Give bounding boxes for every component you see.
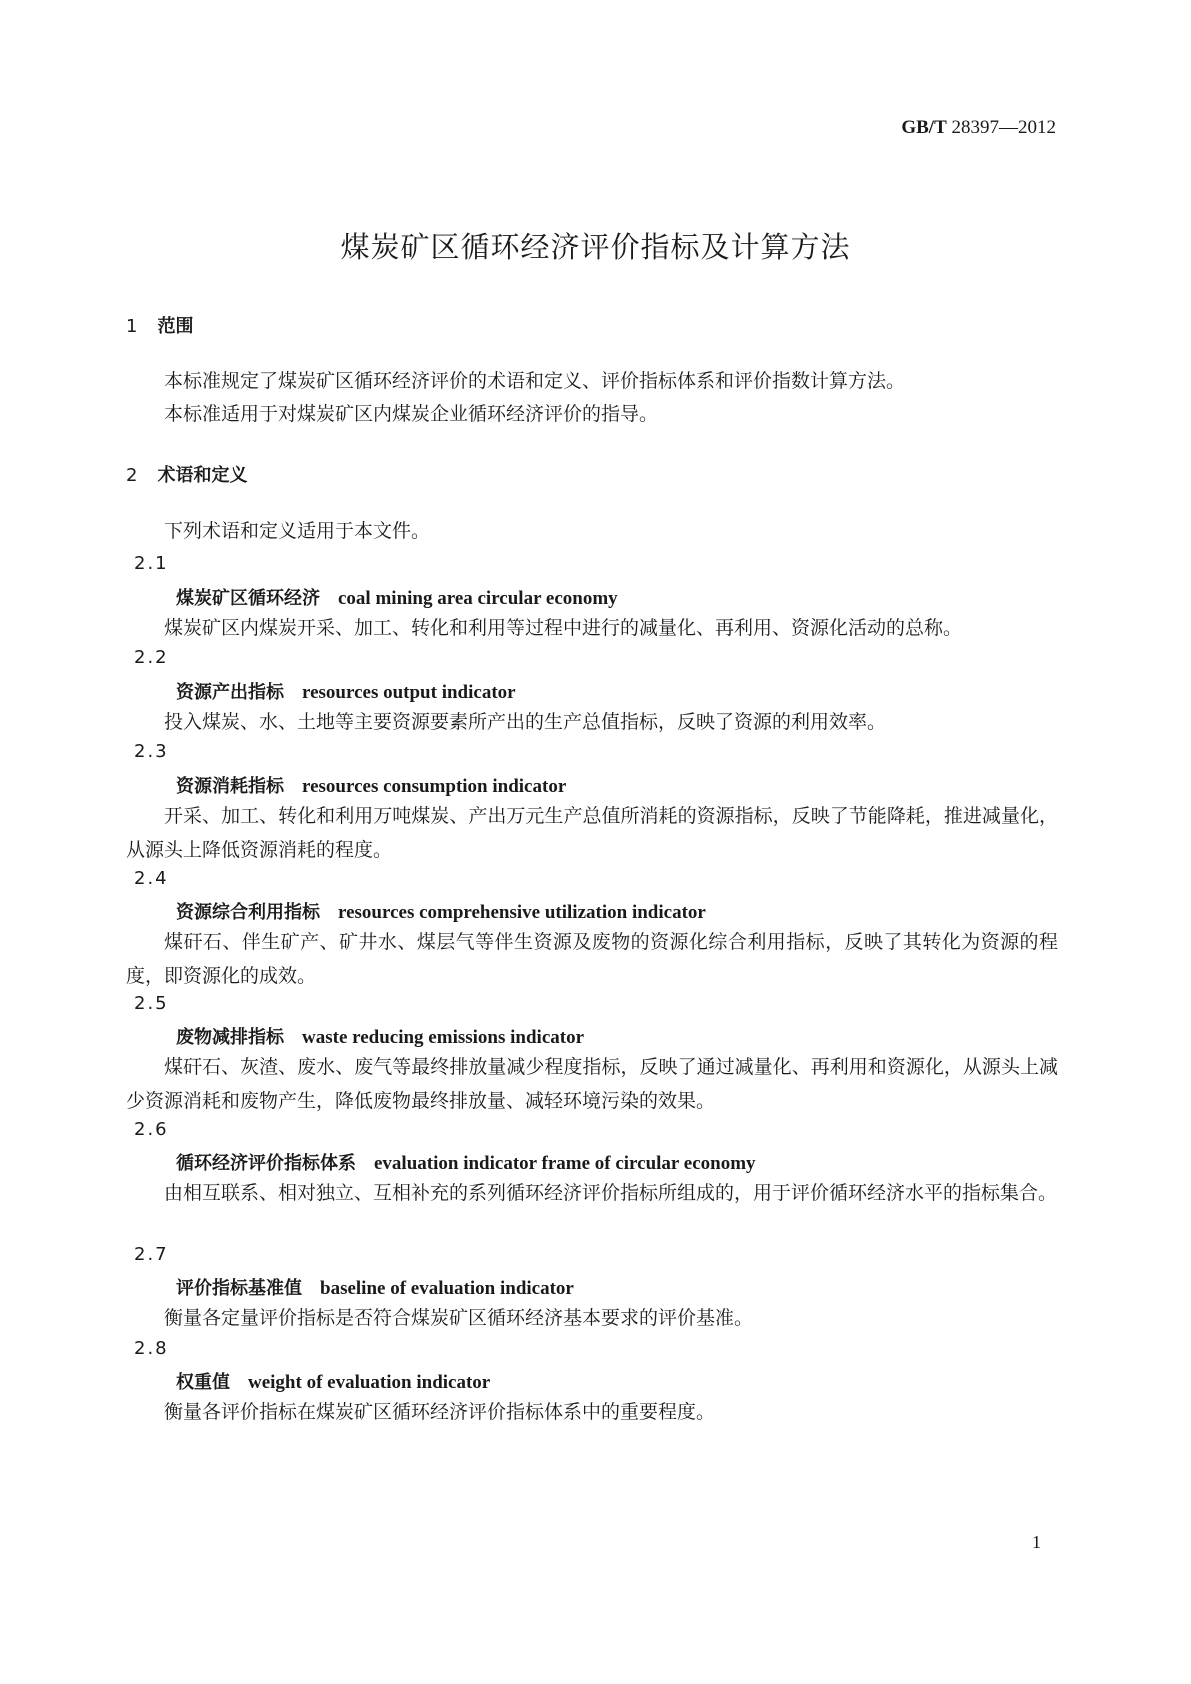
section-title: 术语和定义 bbox=[157, 465, 248, 486]
term-heading bbox=[176, 1368, 490, 1394]
term-heading bbox=[176, 898, 706, 924]
term-heading bbox=[176, 678, 516, 704]
term-zh: 权重值 bbox=[176, 1372, 230, 1393]
term-heading bbox=[176, 1149, 756, 1175]
term-number: 2.6 bbox=[134, 1119, 169, 1140]
terms-intro: 下列术语和定义适用于本文件。 bbox=[164, 520, 431, 542]
section-2-heading bbox=[126, 461, 247, 487]
term-definition: 衡量各定量评价指标是否符合煤炭矿区循环经济基本要求的评价基准。 bbox=[164, 1307, 754, 1329]
term-heading bbox=[176, 1274, 574, 1300]
term-definition: 由相互联系、相对独立、互相补充的系列循环经济评价指标所组成的，用于评价循环经济水平的指标集合。 bbox=[164, 1182, 1058, 1204]
document-title: 煤炭矿区循环经济评价指标及计算方法 bbox=[340, 230, 851, 264]
section-number: 2 bbox=[126, 465, 138, 486]
term-definition: 煤炭矿区内煤炭开采、加工、转化和利用等过程中进行的减量化、再利用、资源化活动的总称。 bbox=[164, 617, 963, 639]
term-definition: 开采、加工、转化和利用万吨煤炭、产出万元生产总值所消耗的资源指标，反映了节能降耗，推进减量化，从源头上降低资源消耗的程度。 bbox=[126, 805, 1058, 861]
term-zh: 资源消耗指标 bbox=[176, 776, 284, 797]
scope-paragraph-2: 本标准适用于对煤炭矿区内煤炭企业循环经济评价的指导。 bbox=[164, 403, 659, 425]
section-number: 1 bbox=[126, 316, 138, 337]
term-en: resources consumption indicator bbox=[302, 776, 567, 797]
term-zh: 资源产出指标 bbox=[176, 682, 284, 703]
term-zh: 评价指标基准值 bbox=[176, 1278, 302, 1299]
scope-paragraph-1: 本标准规定了煤炭矿区循环经济评价的术语和定义、评价指标体系和评价指数计算方法。 bbox=[164, 370, 906, 392]
term-zh: 废物减排指标 bbox=[176, 1027, 284, 1048]
term-heading bbox=[176, 772, 566, 798]
term-en: weight of evaluation indicator bbox=[248, 1372, 491, 1393]
section-title: 范围 bbox=[157, 316, 194, 337]
term-zh: 资源综合利用指标 bbox=[176, 902, 320, 923]
term-definition: 煤矸石、灰渣、废水、废气等最终排放量减少程度指标，反映了通过减量化、再利用和资源化，从源头上减少资源消耗和废物产生，降低废物最终排放量、减轻环境污染的效果。 bbox=[126, 1056, 1058, 1112]
section-1-heading bbox=[126, 312, 193, 338]
standard-code-number: 28397—2012 bbox=[951, 117, 1056, 138]
term-definition: 煤矸石、伴生矿产、矿井水、煤层气等伴生资源及废物的资源化综合利用指标，反映了其转化为资源的程度，即资源化的成效。 bbox=[126, 931, 1058, 987]
term-number: 2.5 bbox=[134, 993, 169, 1014]
standard-code bbox=[901, 117, 1056, 139]
term-en: coal mining area circular economy bbox=[338, 588, 618, 609]
term-number: 2.1 bbox=[134, 553, 169, 574]
term-zh: 煤炭矿区循环经济 bbox=[176, 588, 320, 609]
term-zh: 循环经济评价指标体系 bbox=[176, 1153, 356, 1174]
term-heading bbox=[176, 584, 618, 610]
term-en: evaluation indicator frame of circular economy bbox=[374, 1153, 756, 1174]
term-en: resources comprehensive utilization indicator bbox=[338, 902, 706, 923]
standard-code-prefix: GB/T bbox=[901, 117, 947, 138]
term-heading bbox=[176, 1023, 584, 1049]
term-number: 2.4 bbox=[134, 868, 169, 889]
term-en: waste reducing emissions indicator bbox=[302, 1027, 585, 1048]
term-en: baseline of evaluation indicator bbox=[320, 1278, 574, 1299]
term-en: resources output indicator bbox=[302, 682, 516, 703]
term-definition: 衡量各评价指标在煤炭矿区循环经济评价指标体系中的重要程度。 bbox=[164, 1401, 716, 1423]
term-number: 2.2 bbox=[134, 647, 169, 668]
term-number: 2.7 bbox=[134, 1244, 169, 1265]
term-definition: 投入煤炭、水、土地等主要资源要素所产出的生产总值指标，反映了资源的利用效率。 bbox=[164, 711, 887, 733]
term-number: 2.3 bbox=[134, 741, 169, 762]
term-number: 2.8 bbox=[134, 1338, 169, 1359]
page-number: 1 bbox=[1032, 1532, 1041, 1552]
